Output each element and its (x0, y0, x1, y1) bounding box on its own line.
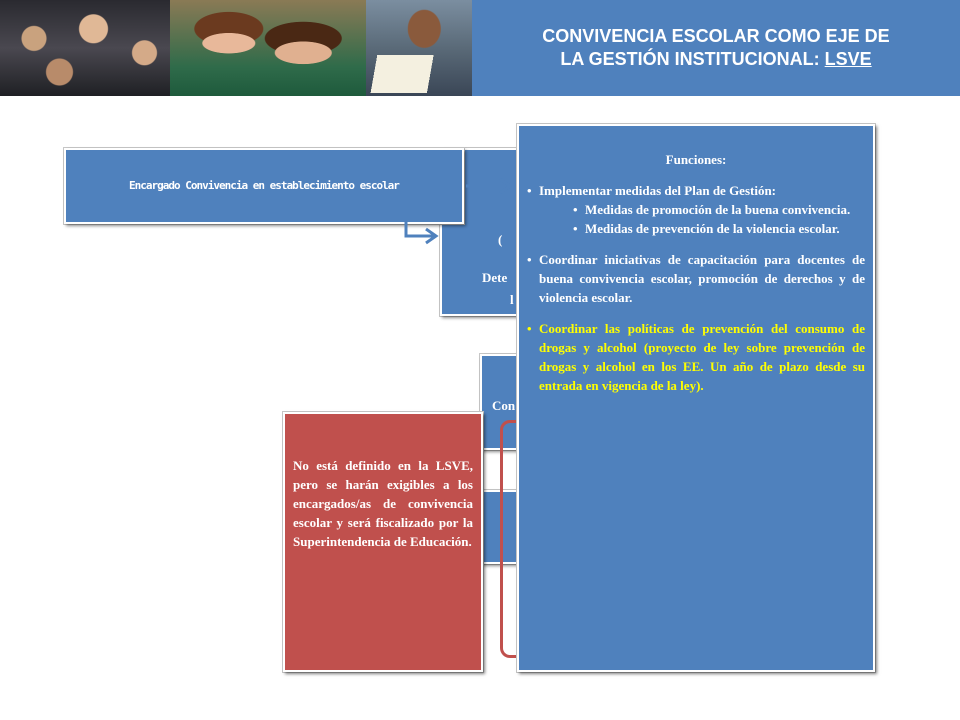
list-item-text: Coordinar iniciativas de capacitación para docentes de buena convivencia escolar, promoción de derechos y de violencia escolar. (539, 252, 865, 305)
list-item (527, 181, 865, 238)
middle-box-text-2: Dete (482, 270, 508, 285)
sub-list-item: • Medidas de prevención de la violencia escolar. (573, 219, 865, 238)
slide-title (472, 0, 960, 96)
boy-reading-photo (366, 0, 472, 96)
right-arrow-icon (466, 176, 518, 196)
middle-box-text-1: ( (498, 232, 503, 247)
red-note-box (283, 412, 483, 672)
highlight-text: Coordinar las políticas de prevención del consumo de drogas y alcohol (proyecto de ley sobre prevención de drogas y alcohol en los EE. Un año de plazo desde su entrada en vigencia de la ley). (539, 321, 865, 393)
list-item-text: Implementar medidas del Plan de Gestión: (539, 183, 777, 198)
funciones-title: Funciones: (665, 152, 727, 167)
middle-box-text-3: l (510, 292, 514, 307)
students-group-photo (0, 0, 170, 96)
title-line-2-text: LA GESTIÓN INSTITUCIONAL: (560, 49, 825, 69)
sub-list-item: • Medidas de promoción de la buena convivencia. (573, 200, 865, 219)
red-note-text: No está definido en la LSVE, pero se harán exigibles a los encargados/as de convivencia escolar y será fiscalizado por la Superintendencia de Educación. (293, 458, 473, 549)
small-box-text: Con (492, 398, 516, 413)
sub-list (539, 200, 865, 238)
title-line-2 (560, 48, 871, 71)
title-line-1: CONVIVENCIA ESCOLAR COMO EJE DE (542, 26, 890, 46)
encargado-box-text: Encargado Convivencia en establecimiento escolar (129, 179, 399, 192)
two-girls-photo (170, 0, 366, 96)
bent-arrow-icon (400, 222, 444, 250)
funciones-list (527, 181, 865, 395)
lsve-link[interactable]: LSVE (824, 49, 872, 69)
header-photo-strip (0, 0, 472, 96)
encargado-convivencia-box (64, 148, 464, 224)
funciones-panel (517, 124, 875, 672)
list-item (527, 250, 865, 307)
highlight-list-item (527, 319, 865, 395)
